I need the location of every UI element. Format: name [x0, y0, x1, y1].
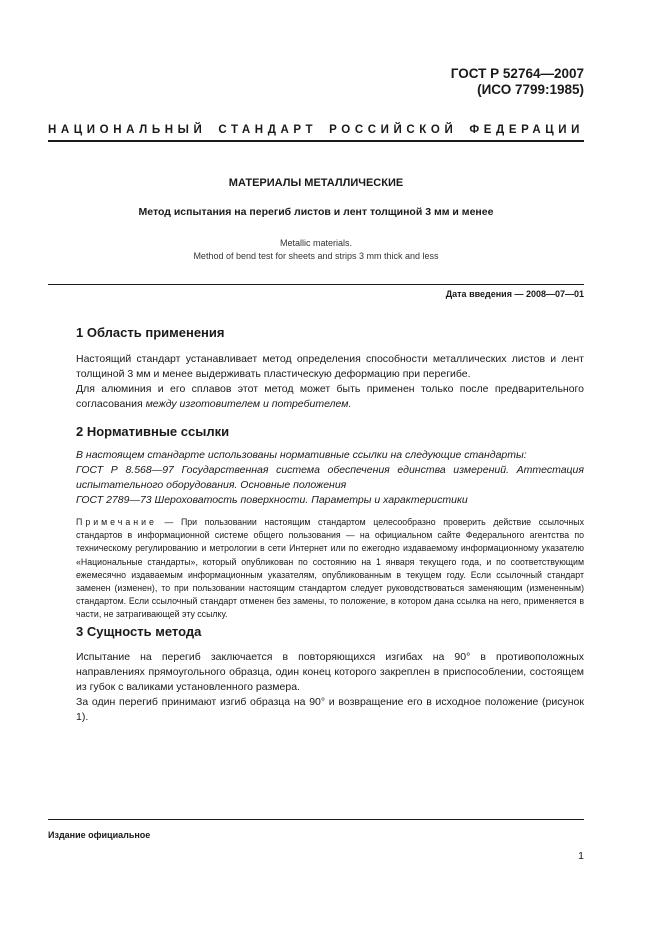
section-1-paragraph-2-italic: между изготовителем и потребителем.	[145, 398, 352, 410]
section-1-heading: 1 Область применения	[76, 325, 225, 340]
section-3-paragraph-2: За один перегиб принимают изгиб образца на 90° и возвращение его в исходное положение (рисунок 1).	[76, 696, 584, 723]
references-intro-text: В настоящем стандарте использованы нормативные ссылки на следующие стандарты:	[76, 449, 527, 461]
iso-reference: (ИСО 7799:1985)	[477, 82, 584, 97]
english-title-line-2: Method of bend test for sheets and strips 3 mm thick and less	[193, 251, 439, 261]
reference-1-text: ГОСТ Р 8.568—97 Государственная система обеспечения единства измерений. Аттестация испытательного оборудования. Основные положения	[76, 464, 584, 491]
reference-2	[48, 493, 584, 508]
document-title: МАТЕРИАЛЫ МЕТАЛЛИЧЕСКИЕ	[228, 177, 404, 189]
section-3-paragraph-1: Испытание на перегиб заключается в повторяющихся изгибах на 90° в противоположных направлениях прямоугольного образца, один конец которого закреплен в приспособлении, состоящем из губок с валиками установленного размера.	[76, 651, 584, 693]
reference-2-text: ГОСТ 2789—73 Шероховатость поверхности. Параметры и характеристики	[76, 494, 468, 506]
section-3-body	[48, 650, 584, 725]
section-2-heading: 2 Нормативные ссылки	[76, 424, 230, 439]
edition-label: Издание официальное	[48, 830, 151, 840]
header-rule	[48, 140, 584, 142]
section-1-paragraph-1: Настоящий стандарт устанавливает метод определения способности металлических листов и лент толщиной 3 мм и менее выдерживать пластическую деформацию при перегибе.	[76, 353, 584, 380]
standard-number: ГОСТ Р 52764—2007	[450, 66, 584, 81]
document-subtitle: Метод испытания на перегиб листов и лент толщиной 3 мм и менее	[138, 206, 494, 218]
english-title-line-1: Metallic materials.	[279, 238, 353, 248]
references-intro	[48, 448, 584, 463]
section-1-paragraph-2	[48, 382, 584, 412]
section-1-body	[48, 352, 584, 412]
footer-rule	[48, 819, 584, 820]
note-text: — При пользовании настоящим стандартом целесообразно проверить действие ссылочных стандартов в информационной системе общего пользования — на официальном сайте Федерального агентства по техническому регулированию и метрологии в сети Интернет или по ежегодно издаваемому информационному указателю «Национальные стандарты», который опубликован по состоянию на 1 января текущего года, и по соответствующим ежемесячно издаваемым информационным указателям, опубликованным в текущем году. Если ссылочный стандарт заменен (изменен), то при пользовании настоящим стандартом следует руководствоваться заменяющим (измененным) стандартом. Если ссылочный стандарт отменен без замены, то положение, в котором дана ссылка на него, применяется в части, не затрагивающей эту ссылку.	[76, 517, 584, 620]
national-standard-banner: НАЦИОНАЛЬНЫЙ СТАНДАРТ РОССИЙСКОЙ ФЕДЕРАЦИИ	[48, 124, 584, 136]
standard-code-block	[451, 66, 584, 98]
effective-date: Дата введения — 2008—07—01	[445, 289, 584, 299]
section-1-paragraph-2-text: Для алюминия и его сплавов этот метод может быть применен только после предварительного согласования	[76, 383, 584, 410]
section-3-heading: 3 Сущность метода	[76, 624, 202, 639]
note-label: Примечание	[76, 517, 157, 527]
section-2-body	[48, 448, 584, 508]
reference-1	[48, 463, 584, 493]
page-number: 1	[578, 850, 584, 862]
date-rule	[48, 284, 584, 285]
note-block	[48, 516, 584, 622]
english-title	[48, 237, 584, 263]
note-paragraph	[48, 516, 584, 622]
